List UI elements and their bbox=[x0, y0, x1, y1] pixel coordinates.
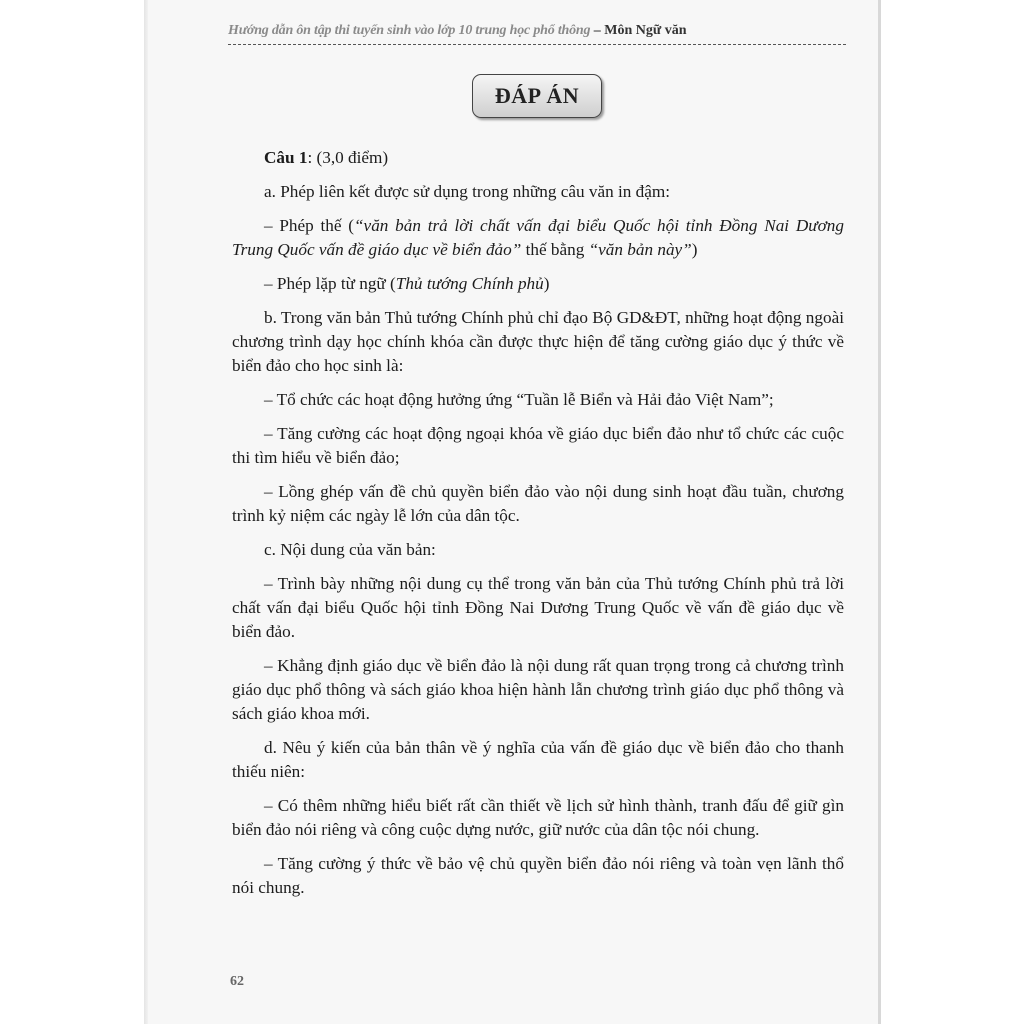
running-header bbox=[228, 20, 848, 42]
paragraph-a1: – Phép thế (“văn bản trả lời chất vấn đại biểu Quốc hội tỉnh Đồng Nai Dương Trung Quốc vấn đề giáo dục về biển đảo” thế bằng “văn bản này”) bbox=[232, 216, 844, 259]
question-heading bbox=[232, 146, 844, 170]
paragraph-b3: – Lồng ghép vấn đề chủ quyền biển đảo vào nội dung sinh hoạt đầu tuần, chương trình kỷ niệm các ngày lễ lớn của dân tộc. bbox=[232, 482, 844, 525]
paragraph-c2: – Khẳng định giáo dục về biển đảo là nội dung rất quan trọng trong cả chương trình giáo dục phổ thông và sách giáo khoa hiện hành lẫn chương trình giáo dục phổ thông và sách giáo khoa mới. bbox=[232, 656, 844, 723]
page-edge-right bbox=[878, 0, 881, 1024]
section-title-text: ĐÁP ÁN bbox=[494, 83, 580, 108]
question-points: : (3,0 điểm) bbox=[307, 148, 389, 167]
paragraph-b2: – Tăng cường các hoạt động ngoại khóa về giáo dục biển đảo như tổ chức các cuộc thi tìm hiểu về biển đảo; bbox=[232, 424, 844, 467]
paragraph-c1: – Trình bày những nội dung cụ thể trong văn bản của Thủ tướng Chính phủ trả lời chất vấn đại biểu Quốc hội tỉnh Đồng Nai Dương Trung Quốc về vấn đề giáo dục về biển đảo. bbox=[232, 574, 844, 641]
paragraph-d2: – Tăng cường ý thức về bảo vệ chủ quyền biển đảo nói riêng và toàn vẹn lãnh thổ nói chung. bbox=[232, 854, 844, 897]
page-number: 62 bbox=[230, 974, 244, 989]
paragraph-b-intro: b. Trong văn bản Thủ tướng Chính phủ chỉ đạo Bộ GD&ĐT, những hoạt động ngoài chương trình dạy học chính khóa cần được thực hiện để tăng cường giáo dục ý thức về biển đảo cho học sinh là: bbox=[232, 308, 844, 375]
header-subject: Môn Ngữ văn bbox=[604, 23, 687, 38]
paragraph-c-intro: c. Nội dung của văn bản: bbox=[264, 540, 436, 559]
paragraph-d-intro: d. Nêu ý kiến của bản thân về ý nghĩa của vấn đề giáo dục về biển đảo cho thanh thiếu niên: bbox=[232, 738, 844, 781]
section-title bbox=[472, 74, 602, 118]
question-label: Câu 1 bbox=[264, 148, 308, 167]
answer-body bbox=[232, 146, 844, 910]
header-series-title: Hướng dẫn ôn tập thi tuyển sinh vào lớp 10 trung học phổ thông bbox=[228, 23, 591, 38]
paragraph-a2: – Phép lặp từ ngữ (Thủ tướng Chính phủ) bbox=[264, 274, 550, 293]
paragraph-b1: – Tổ chức các hoạt động hưởng ứng “Tuần lễ Biển và Hải đảo Việt Nam”; bbox=[264, 390, 774, 409]
header-separator: – bbox=[590, 23, 605, 38]
paragraph-d1: – Có thêm những hiểu biết rất cần thiết về lịch sử hình thành, tranh đấu để giữ gìn biển đảo nói riêng và công cuộc dựng nước, giữ nước của dân tộc nói chung. bbox=[232, 796, 844, 839]
paragraph-a-intro: a. Phép liên kết được sử dụng trong những câu văn in đậm: bbox=[264, 182, 671, 201]
header-divider bbox=[228, 44, 846, 45]
